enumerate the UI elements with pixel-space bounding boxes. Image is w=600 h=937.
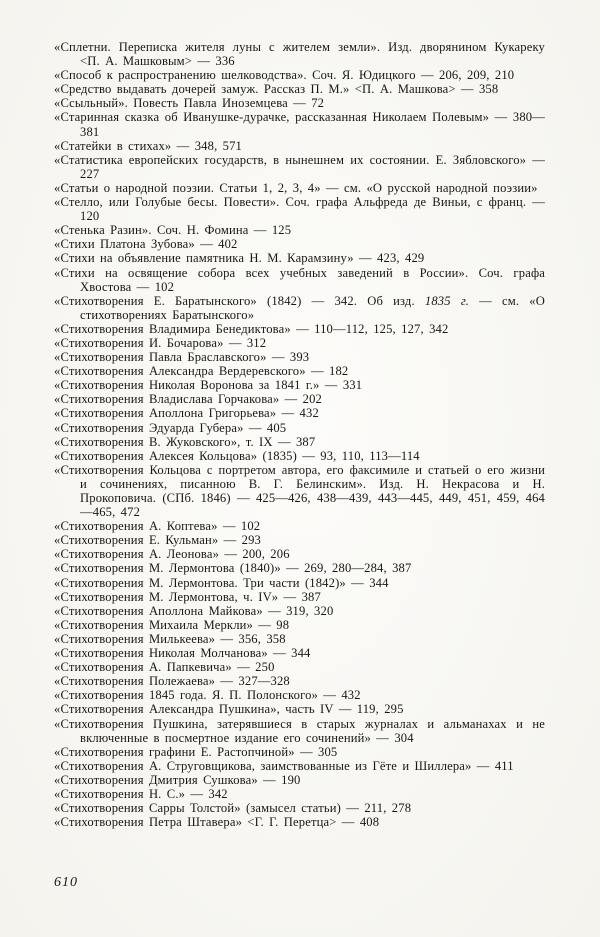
entry-text: «Стихотворения В. Жуковского», т. IX — 387 [54,434,316,449]
entry-text: «Стелло, или Голубые бесы. Повести». Соч. графа Альфреда де Виньи, с франц. — 120 [54,195,545,224]
entry-text: «Способ к распространению шелководства». Соч. Я. Юдицкого — 206, 209, 210 [54,68,515,83]
index-entry [54,618,545,632]
index-entry [54,139,545,153]
entry-text: «Стихотворения А. Коптева» — 102 [54,519,261,534]
index-entry [54,435,545,449]
index-entry [54,759,545,773]
index-entry [54,646,545,660]
index-entry [54,660,545,674]
entry-text: «Стихотворения Аполлона Майкова» — 319, 320 [54,603,334,618]
index-entry [54,237,545,251]
index-entry [54,68,545,82]
index-entry [54,533,545,547]
index-entry [54,604,545,618]
entry-text: «Старинная сказка об Иванушке-дурачке, рассказанная Николаем Полевым» — 380—381 [54,110,545,139]
index-entry [54,294,545,322]
entry-text: «Статейки в стихах» — 348, 571 [54,138,243,153]
entry-text: «Стихотворения Пушкина, затерявшиеся в старых журналах и альманахах и не включенные в посмертное издание его сочинений» — 304 [54,716,545,745]
index-entry [54,590,545,604]
entry-text: «Средство выдавать дочерей замуж. Рассказ П. М.» <П. А. Машкова> — 358 [54,82,499,97]
entry-text: «Стихи на объявление памятника Н. М. Карамзину» — 423, 429 [54,251,425,266]
entry-text: «Стихотворения М. Лермонтова, ч. IV» — 387 [54,589,321,604]
entry-text: «Стихи на освящение собора всех учебных заведений в России». Соч. графа Хвостова — 102 [54,265,545,294]
entry-text: «Стихотворения Владимира Бенедиктова» — 110—112, 125, 127, 342 [54,321,449,336]
index-entry [54,815,545,829]
index-list [54,40,545,829]
entry-text: «Стихотворения Николая Воронова за 1841 г.» — 331 [54,378,363,393]
entry-text-italic: 1835 г. [424,293,470,308]
entry-text: «Стихотворения Павла Браславского» — 393 [54,350,310,365]
index-entry [54,688,545,702]
index-entry [54,153,545,181]
entry-text: «Стихи Платона Зубова» — 402 [54,237,238,252]
entry-text: «Стихотворения Михаила Меркли» — 98 [54,617,290,632]
index-entry [54,181,545,195]
entry-text: «Стихотворения Н. С.» — 342 [54,786,228,801]
entry-text: «Стихотворения Александра Пушкина», часть IV — 119, 295 [54,702,404,717]
entry-text: «Статьи о народной поэзии. Статьи 1, 2, 3, 4» — см. «О русской народной поэзии» [54,180,538,195]
index-entry [54,406,545,420]
index-entry [54,449,545,463]
entry-text: «Стихотворения Милькеева» — 356, 358 [54,631,286,646]
entry-text: «Сплетни. Переписка жителя луны с жителем земли». Изд. дворянином Кукареку <П. А. Машковым> — 336 [54,40,545,69]
entry-text: «Стихотворения М. Лермонтова. Три части (1842)» — 344 [54,575,389,590]
index-entry [54,266,545,294]
index-entry [54,350,545,364]
entry-text: «Стихотворения М. Лермонтова (1840)» — 269, 280—284, 387 [54,561,412,576]
index-entry [54,801,545,815]
page-number: 610 [54,875,78,890]
index-entry [54,378,545,392]
index-entry [54,519,545,533]
index-entry [54,674,545,688]
index-entry [54,787,545,801]
index-entry [54,547,545,561]
entry-text: «Стенька Разин». Соч. Н. Фомина — 125 [54,223,292,238]
entry-text: «Стихотворения Е. Кульман» — 293 [54,533,261,548]
index-entry [54,322,545,336]
entry-text: «Стихотворения А. Папкевича» — 250 [54,660,275,675]
entry-text: «Стихотворения А. Струговщикова, заимствованные из Гёте и Шиллера» — 411 [54,758,514,773]
index-entry [54,773,545,787]
entry-text: «Стихотворения Александра Вердеревского» — 182 [54,364,349,379]
entry-text: «Стихотворения А. Леонова» — 200, 206 [54,547,290,562]
index-entry [54,463,545,519]
index-entry [54,40,545,68]
entry-text: «Стихотворения Эдуарда Губера» — 405 [54,420,287,435]
entry-text: «Стихотворения Дмитрия Сушкова» — 190 [54,772,301,787]
entry-text: «Стихотворения Е. Баратынского» (1842) — 342. Об изд. [54,293,425,308]
entry-text: «Стихотворения Кольцова с портретом автора, его факсимиле и статьей о его жизни и сочинениях, писанною В. Г. Белинским». Изд. Н. Некрасова и Н. Прокоповича. (СПб. 1846) — 425—426, 438—439, 443—445, 449, 451, 459, 464—465, 472 [54,462,545,520]
index-entry [54,632,545,646]
index-entry [54,223,545,237]
index-entry [54,195,545,223]
index-entry [54,96,545,110]
entry-text: «Стихотворения Алексея Кольцова» (1835) — 93, 110, 113—114 [54,448,420,463]
index-entry [54,392,545,406]
entry-text: «Стихотворения Владислава Горчакова» — 202 [54,392,322,407]
entry-text: «Стихотворения Аполлона Григорьева» — 432 [54,406,319,421]
index-entry [54,702,545,716]
entry-text: «Стихотворения Сарры Толстой» (замысел статьи) — 211, 278 [54,801,412,816]
entry-text: «Стихотворения Петра Штавера» <Г. Г. Перетца> — 408 [54,815,380,830]
entry-text: — см. «О стихотворениях Баратынского» [80,293,545,322]
entry-text: «Ссыльный». Повесть Павла Иноземцева — 72 [54,96,325,111]
index-entry [54,251,545,265]
index-entry [54,745,545,759]
index-entry [54,421,545,435]
entry-text: «Стихотворения И. Бочарова» — 312 [54,335,267,350]
index-entry [54,82,545,96]
entry-text: «Стихотворения Николая Молчанова» — 344 [54,646,311,661]
index-entry [54,576,545,590]
index-entry [54,717,545,745]
entry-text: «Стихотворения графини Е. Растопчиной» — 305 [54,744,338,759]
index-entry [54,336,545,350]
index-entry [54,364,545,378]
index-entry [54,110,545,138]
index-entry [54,561,545,575]
entry-text: «Стихотворения 1845 года. Я. П. Полонского» — 432 [54,688,361,703]
entry-text: «Статистика европейских государств, в нынешнем их состоянии. Е. Зябловского» — 227 [54,152,545,181]
entry-text: «Стихотворения Полежаева» — 327—328 [54,674,290,689]
